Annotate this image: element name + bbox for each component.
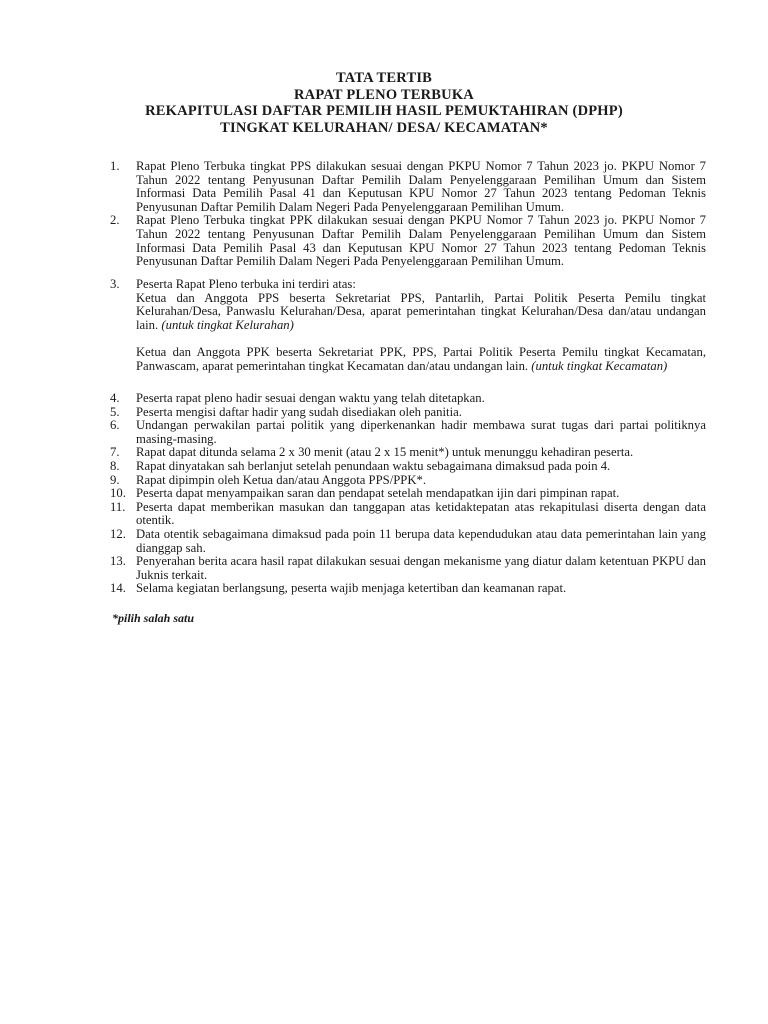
list-item	[110, 528, 706, 555]
list-item	[110, 278, 706, 373]
list-item	[110, 214, 706, 268]
participants-kelurahan	[136, 292, 706, 333]
rules-list-part-3	[110, 392, 706, 596]
participants-kecamatan	[136, 346, 706, 373]
list-item	[110, 460, 706, 474]
participants-kecamatan-note: (untuk tingkat Kecamatan)	[531, 358, 668, 373]
participants-kelurahan-note: (untuk tingkat Kelurahan)	[161, 317, 294, 332]
item-number: 3.	[110, 277, 120, 291]
spacer	[136, 332, 706, 346]
item-number: 7.	[110, 445, 120, 460]
item-intro: Peserta Rapat Pleno terbuka ini terdiri atas:	[136, 277, 356, 291]
participants-kelurahan-text: Ketua dan Anggota PPS beserta Sekretariat PPS, Pantarlih, Partai Politik Peserta Pemilu tingkat Kelurahan/Desa, Panwaslu Kelurahan/Desa, aparat pemerintahan tingkat Kelurahan/Desa dan/atau undangan lain.	[136, 290, 706, 332]
list-item	[110, 446, 706, 460]
item-number: 14.	[110, 581, 126, 596]
item-number: 8.	[110, 458, 120, 473]
item-text: Rapat dinyatakan sah berlanjut setelah penundaan waktu sebagaimana dimaksud pada poin 4.	[136, 458, 611, 473]
rules-list-part-2	[110, 278, 706, 373]
list-item	[110, 392, 706, 406]
title-line-4: TINGKAT KELURAHAN/ DESA/ KECAMATAN*	[220, 119, 548, 136]
item-text: Rapat dipimpin oleh Ketua dan/atau Anggota PPS/PPK*.	[136, 472, 427, 487]
item-text: Undangan perwakilan partai politik yang diperkenankan hadir membawa surat tugas dari partai politiknya masing-masing.	[136, 418, 706, 446]
list-item	[110, 487, 706, 501]
item-text: Peserta dapat menyampaikan saran dan pendapat setelah mendapatkan ijin dari pimpinan rapat.	[136, 486, 620, 501]
item-number: 10.	[110, 486, 126, 501]
list-item	[110, 406, 706, 420]
item-text: Selama kegiatan berlangsung, peserta wajib menjaga ketertiban dan keamanan rapat.	[136, 581, 567, 596]
item-number: 6.	[110, 418, 120, 433]
item-number: 4.	[110, 391, 120, 405]
item-text: Peserta mengisi daftar hadir yang sudah disediakan oleh panitia.	[136, 404, 462, 419]
title-line-3: REKAPITULASI DAFTAR PEMILIH HASIL PEMUKTAHIRAN (DPHP)	[145, 103, 623, 119]
rules-list-part-1	[110, 160, 706, 269]
item-number: 2.	[110, 213, 120, 228]
item-number: 11.	[110, 499, 126, 514]
item-text: Rapat Pleno Terbuka tingkat PPK dilakukan sesuai dengan PKPU Nomor 7 Tahun 2023 jo. PKPU Nomor 7 Tahun 2022 tentang Penyusunan Daftar Pemilih Dalam Penyelenggaraan Pemilihan Umum dan Sistem Informasi Data Pemilih Pasal 43 dan Keputusan KPU Nomor 27 Tahun 2023 tentang Pedoman Teknis Penyusunan Daftar Pemilih Dalam Negeri Pada Penyelenggaraan Pemilihan Umum.	[136, 213, 706, 269]
item-text: Rapat dapat ditunda selama 2 x 30 menit (atau 2 x 15 menit*) untuk menunggu kehadiran peserta.	[136, 445, 634, 460]
item-text: Peserta rapat pleno hadir sesuai dengan waktu yang telah ditetapkan.	[136, 391, 485, 405]
list-item	[110, 419, 706, 446]
item-number: 9.	[110, 472, 120, 487]
participants-kecamatan-text: Ketua dan Anggota PPK beserta Sekretariat PPK, PPS, Partai Politik Peserta Pemilu tingkat Kecamatan, Panwascam, aparat pemerintahan tingkat Kecamatan dan/atau undangan lain.	[136, 344, 706, 373]
list-item	[110, 474, 706, 488]
list-item	[110, 160, 706, 214]
item-number: 5.	[110, 404, 120, 419]
title-line-1: TATA TERTIB	[335, 70, 433, 86]
item-number: 12.	[110, 526, 126, 541]
item-number: 1.	[110, 159, 120, 173]
list-item	[110, 501, 706, 528]
footnote: *pilih salah satu	[112, 611, 195, 625]
title-line-2: RAPAT PLENO TERBUKA	[294, 86, 474, 103]
item-text: Rapat Pleno Terbuka tingkat PPS dilakukan sesuai dengan PKPU Nomor 7 Tahun 2023 jo. PKPU Nomor 7 Tahun 2022 tentang Penyusunan Daftar Pemilih Dalam Penyelenggaraan Pemilihan Umum dan Sistem Informasi Data Pemilih Pasal 41 dan Keputusan KPU Nomor 27 Tahun 2023 tentang Pedoman Teknis Penyusunan Daftar Pemilih Dalam Negeri Pada Penyelenggaraan Pemilihan Umum.	[136, 159, 706, 214]
item-number: 13.	[110, 554, 126, 569]
item-text: Data otentik sebagaimana dimaksud pada poin 11 berupa data kependudukan atau data pemerintahan lain yang dianggap sah.	[136, 526, 706, 555]
item-text: Penyerahan berita acara hasil rapat dilakukan sesuai dengan mekanisme yang diatur dalam ketentuan PKPU dan Juknis terkait.	[136, 554, 706, 582]
item-text: Peserta dapat memberikan masukan dan tanggapan atas ketidaktepatan atas rekapitulasi diserta dengan data otentik.	[136, 499, 706, 528]
list-item	[110, 582, 706, 596]
list-item	[110, 555, 706, 582]
document-title	[0, 70, 768, 136]
